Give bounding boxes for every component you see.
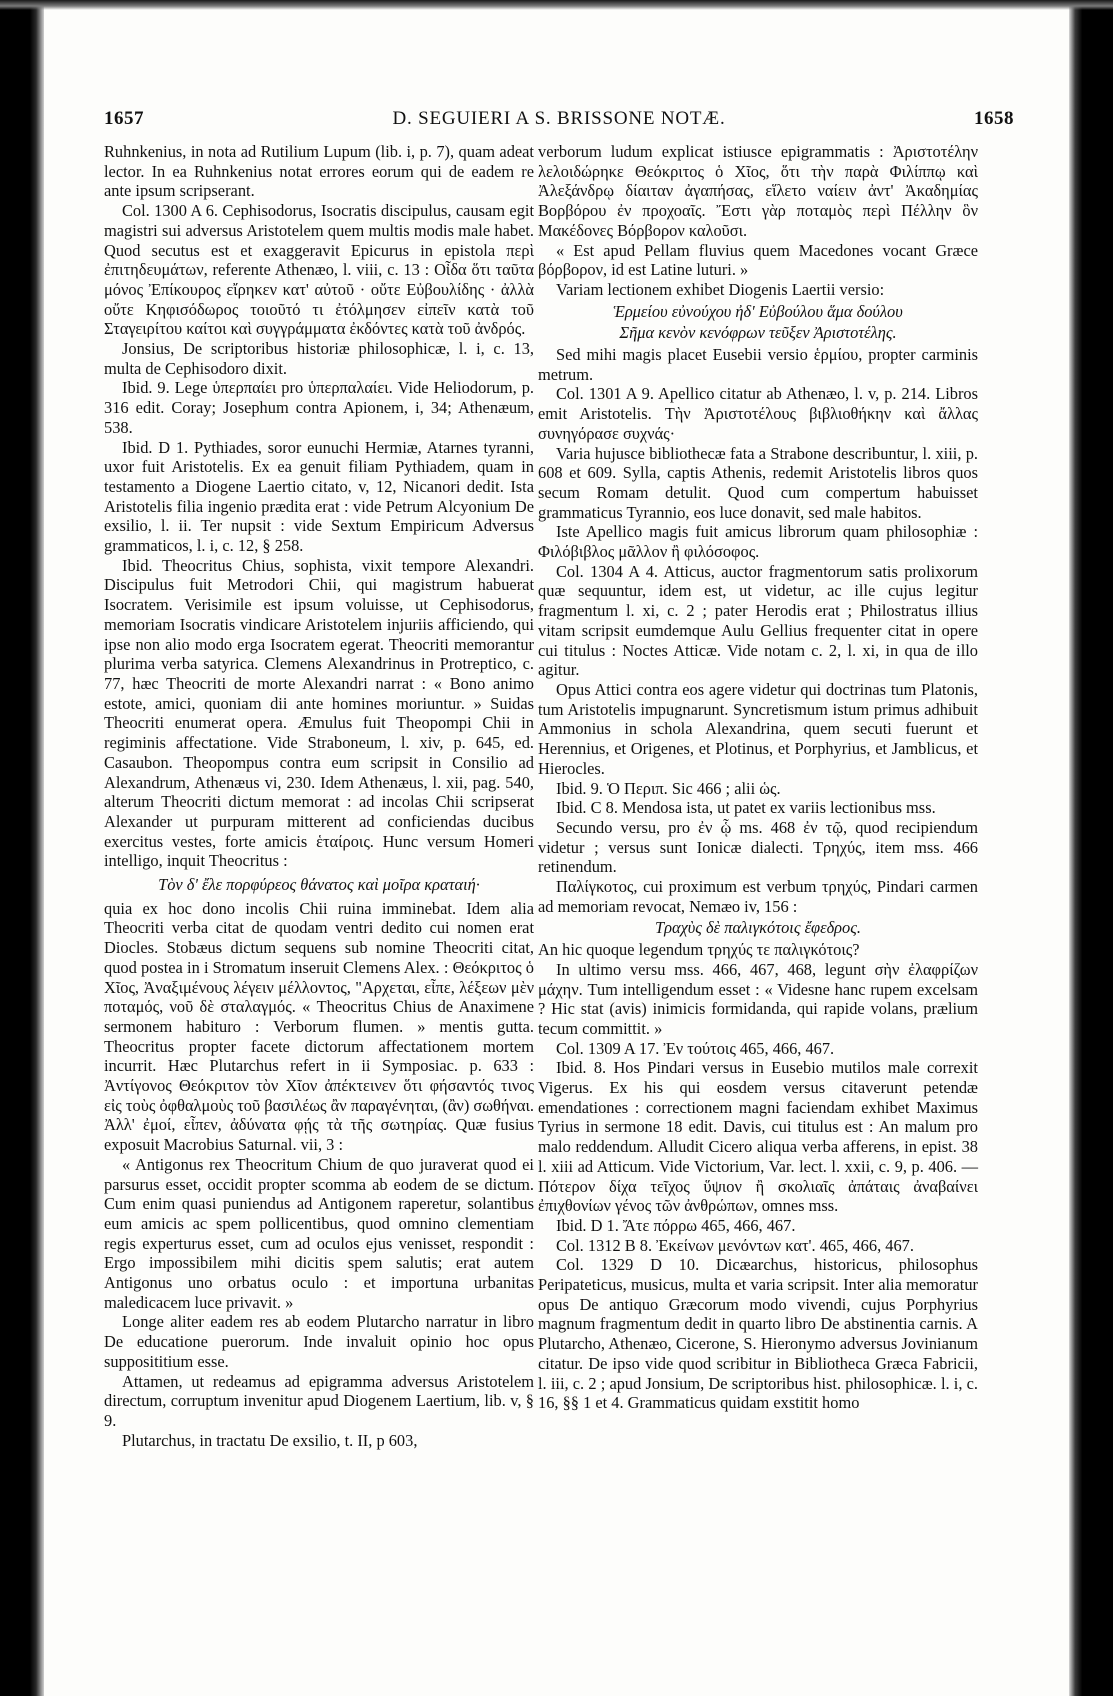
paragraph: Varia hujusce bibliothecæ fata a Strabone describuntur, l. xiii, p. 608 et 609. Sylla, captis Athenis, redemit Aristotelis libros quos secum Romam detulit. Quod cum compertum habuisset grammaticus Tyrannio, eos luce donavit, sed male habitos. [538, 443, 978, 522]
paragraph: Ruhnkenius, in nota ad Rutilium Lupum (lib. i, p. 7), quam adeat lector. In ea Ruhnkenius notat errores eorum qui de eadem re ante ipsum scripserant. [104, 142, 534, 201]
paragraph: Plutarchus, in tractatu De exsilio, t. II, p 603, [122, 1430, 418, 1450]
right-column [538, 142, 978, 1413]
paragraph: An hic quoque legendum τρηχύς τε παλιγκότοις? [538, 940, 860, 960]
paragraph: Col. 1312 B 8. Ἐκείνων μενόντων κατ'. 465, 466, 467. [556, 1235, 914, 1255]
scan-border-right [1069, 0, 1113, 1696]
quoted-verse: Τραχὺς δὲ παλιγκότοις ἔφεδρος. [654, 918, 861, 938]
paragraph: Opus Attici contra eos agere videtur qui doctrinas tum Platonis, tum Aristotelis impugnarunt. Syncretismum istum primus adhibuit Ammonius in schola Alexandrina, quem secuti fuerunt et Herennius, et Origenes, et Plotinus, et Porphyrius, et Jamblicus, et Hierocles. [538, 679, 978, 778]
paragraph: « Antigonus rex Theocritum Chium de quo juraverat quod ei parsurus esset, occidit propter scomma ab eodem de se dictum. Cum enim quasi puniendus ad Antigonem raperetur, solantibus eum amicis ac spem pollicentibus, quod omnino clementiam regis experturus esset, cum ad oculos ejus venisset, respondit : Ergo impossibilem mihi dicitis spem salutis; erat autem Antigonus uno orbatus oculo : et importuna urbanitas maledicacem luce privavit. » [104, 1154, 534, 1312]
scan-border-left [0, 0, 44, 1696]
paragraph: Ibid. 9. Lege ὑπερπαίει pro ὑπερπαλαίει. Vide Heliodorum, p. 316 edit. Coray; Josephum contra Apionem, i, 34; Athenæum, 538. [104, 378, 534, 437]
paragraph: Ibid. D 1. Ἄτε πόρρω 465, 466, 467. [556, 1215, 796, 1235]
running-title: D. SEGUIERI A S. BRISSONE NOTÆ. [392, 108, 726, 129]
paragraph: Ibid. D 1. Pythiades, soror eunuchi Hermiæ, Atarnes tyranni, uxor fuit Aristotelis. Ex ea genuit filiam Pythiadem, quam in testamento a Diogene Laertio citato, v, 12, Nicanori dedit. Ista Aristotelis filia ingenio prædita erat : vide Petrum Alcyonium De exsilio, l. ii. Ter nupsit : vide Sextum Empiricum Adversus grammaticos, l. i, c. 12, § 258. [104, 437, 534, 556]
paragraph: Iste Apellico magis fuit amicus librorum quam philosophiæ : Φιλόβιβλος μᾶλλον ἢ φιλόσοφος. [538, 522, 978, 562]
quoted-verse: Σῆμα κενὸν κενόφρων τεῦξεν Ἀριστοτέλης. [619, 323, 897, 343]
paragraph: verborum ludum explicat istiusce epigrammatis : Ἀριστοτέλην λελοιδώρηκε Θεόκριτος ὁ Χῖος, ὅτι τὴν παρὰ Φιλίππῳ καὶ Ἀλεξάνδρῳ δίαιταν ἀγαπήσας, εἵλετο ναίειν ἀντ' Ἀκαδημίας Βορβόρου ἐν προχοαῖς. Ἔστι γὰρ ποταμὸς περὶ Πέλλην ὃν Μακέδονες Βόρβορον καλοῦσι. [538, 142, 978, 240]
page-number-left: 1657 [104, 108, 144, 129]
paragraph: Sed mihi magis placet Eusebii versio ἑρμίου, propter carminis metrum. [538, 345, 978, 384]
paragraph: Jonsius, De scriptoribus historiæ philosophicæ, l. i, c. 13, multa de Cephisodoro dixit. [104, 339, 534, 378]
paragraph: « Est apud Pellam fluvius quem Macedones vocant Græce βόρβορον, id est Latine luturi. » [538, 240, 978, 280]
paragraph: Ibid. Theocritus Chius, sophista, vixit tempore Alexandri. Discipulus fuit Metrodori Chii, qui magistrum habuerat Isocratem. Verisimile est ipsum voluisse, ut Cephisodorus, memoriam Isocratis vindicare Aristotelem injuriis afficiendo, qui ipse non alio modo erga Isocratem egerat. Theocriti memorantur plurima verba satyrica. Clemens Alexandrinus in Protreptico, c. 77, hæc Theocriti de morte Alexandri narrat : « Bono animo estote, amici, quoniam dii ante homines moriuntur. » Suidas Theocriti enumerat opera. Æmulus fuit Theopompi Chii in regiminis affectatione. Vide Straboneum, l. xiv, p. 645, ed. Casaubon. Theopompus contra eum scripsit in Consilio ad Alexandrum, Athenæus vi, 230. Idem Athenæus, l. xii, pag. 540, alterum Theocriti dictum memorat : ad incolas Chii scripserat Alexander ut purpuram mitterent ad conficiendas ducibus exercitus vestes, forte amicis ἑταίροις. Hunc versum Homeri intelligo, inquit Theocritus : [104, 555, 534, 871]
paragraph: Col. 1300 A 6. Cephisodorus, Isocratis discipulus, causam egit magistri sui adversus Aristotelem quem multis modis male habet. Quod secutus est et exaggeravit Epicurus in epistola περὶ ἐπιτηδευμάτων, referente Athenæo, l. viii, c. 13 : Οἶδα ὅτι ταῦτα μόνος Ἐπίκουρος εἴρηκεν κατ' αὐτοῦ · οὔτε Εὐβουλίδης · ἀλλὰ οὔτε Κηφισόδωρος τοιοῦτό τι ἐτόλμησεν εἰπεῖν κατὰ τοῦ Σταγειρίτου καίτοι καὶ συγγράμματα ἐκδόντες κατὰ τοῦ ἀνδρός. [104, 201, 534, 339]
paragraph: quia ex hoc dono incolis Chii ruina imminebat. Idem alia Theocriti verba citat de quodam ventri dedito cui nomen erat Diocles. Stobæus dictum sequens sub nomine Theocriti citat, quod postea in i Stromatum inseruit Clemens Alex. : Θεόκριτος ὁ Χῖος, Ἀναξιμένους λέγειν μέλλοντος, "Αρχεται, εἶπε, λέξεων μὲν ποταμός, νοῦ δὲ σταλαγμός. « Theocritus Chius de Anaximene sermonem habituro : Verborum flumen. » mentis gutta. Theocritus propter facete dictorum affectationem mortem incurrit. Hæc Plutarchus refert in ii Symposiac. p. 633 : Ἀντίγονος Θεόκριτον τὸν Χῖον ἀπέκτεινεν ὅτι φήσαντός τινος εἰς τοὺς ὀφθαλμοὺς τοῦ βασιλέως ἂν παραγένηται, (ἂν) σωθήναι. Ἀλλ' ἐμοί, εἶπεν, ἀδύνατα φῄς τὰ τῆς σωτηρίας. Quæ fusius exposuit Macrobius Saturnal. vii, 3 : [104, 898, 534, 1155]
quoted-verse: Τὸν δ' ἔλε πορφύρεος θάνατος καὶ μοῖρα κραταιή· [158, 875, 480, 895]
paragraph: Ibid. 8. Hos Pindari versus in Eusebio mutilos male correxit Vigerus. Ex his qui eosdem versus citaverunt petendæ emendationes : correctionem magni faciendam exhibet Maximus Tyrius in sermone 18 edit. Davis, cui titulus est : An malum pro malo reddendum. Alludit Cicero aliqua verba afferens, in epist. 38 l. xiii ad Atticum. Vide Victorium, Var. lect. l. xxii, c. 9, p. 406. — Πότερον δίχα τεῖχος ὕψιον ἢ σκολιαῖς ἀπάταις ἀναβαίνει ἐπιχθονίων γένος τῶν ἀνθρώπων, omnes mss. [538, 1058, 978, 1216]
left-column [104, 142, 534, 1450]
paragraph: Παλίγκοτος, cui proximum est verbum τρηχύς, Pindari carmen ad memoriam revocat, Nemæo iv, 156 : [538, 877, 978, 916]
page-number-right: 1658 [974, 108, 1014, 129]
paragraph: Longe aliter eadem res ab eodem Plutarcho narratur in libro De educatione puerorum. Inde invaluit opinio hoc opus supposititium esse. [104, 1312, 534, 1371]
paragraph: Secundo versu, pro ἐν ᾧ ms. 468 ἐν τῷ, quod recipiendum videtur ; versus sunt Ionicæ dialecti. Τρηχύς, item mss. 466 retinendum. [538, 817, 978, 877]
quoted-verse: Ἑρμείου εὐνούχου ἠδ' Εὐβούλου ἅμα δούλου [613, 301, 903, 321]
paragraph: Ibid. 9. Ὁ Περιπ. Sic 466 ; alii ὡς. [556, 778, 781, 798]
paragraph: Variam lectionem exhibet Diogenis Laertii versio: [556, 279, 885, 299]
paragraph: Col. 1301 A 9. Apellico citatur ab Athenæo, l. v, p. 214. Libros emit Aristotelis. Τὴν Ἀριστοτέλους βιβλιοθήκην καὶ ἄλλας συνηγόρασε συχνάς· [538, 384, 978, 443]
paragraph: In ultimo versu mss. 466, 467, 468, legunt σὴν ἐλαφρίζων μάχην. Tum intelligendum esset : « Videsne hanc rupem excelsam ? Hic stat (avis) inimicis formidanda, qui rapide volans, prælium tecum committit. » [538, 959, 978, 1038]
paragraph: Ibid. C 8. Mendosa ista, ut patet ex variis lectionibus mss. [556, 798, 936, 818]
paragraph: Col. 1304 A 4. Atticus, auctor fragmentorum satis prolixorum quæ sequuntur, idem est, ut videtur, ac ille cujus legitur fragmentum l. xi, c. 2 ; pater Herodis erat ; Philostratus illius vitam scripsit eumdemque Aulu Gellius frequenter citat in opere cui titulus : Noctes Atticæ. Vide notam c. 2, l. xi, in qua de illo agitur. [538, 561, 978, 680]
running-head [104, 108, 1014, 138]
paragraph: Col. 1309 A 17. Ἐν τούτοις 465, 466, 467. [556, 1038, 835, 1058]
scan-border-top [0, 0, 1113, 10]
paragraph: Col. 1329 D 10. Dicæarchus, historicus, philosophus Peripateticus, musicus, multa et varia scripsit. Inter alia memoratur opus De antiquo Græcorum modo vivendi, cujus Porphyrius magnum fragmentum dedit in quarto libro De abstinentia carnis. A Plutarcho, Athenæo, Cicerone, S. Hieronymo adversus Jovinianum citatur. De ipso vide quod scribitur in Bibliotheca Græca Fabricii, l. iii, c. 2 ; apud Jonsium, De scriptoribus hist. philosophicæ. l. i, c. 16, §§ 1 et 4. Grammaticus quidam exstitit homo [538, 1255, 978, 1413]
paragraph: Attamen, ut redeamus ad epigramma adversus Aristotelem directum, corruptum invenitur apud Diogenem Laertium, lib. v, § 9. [104, 1371, 534, 1430]
